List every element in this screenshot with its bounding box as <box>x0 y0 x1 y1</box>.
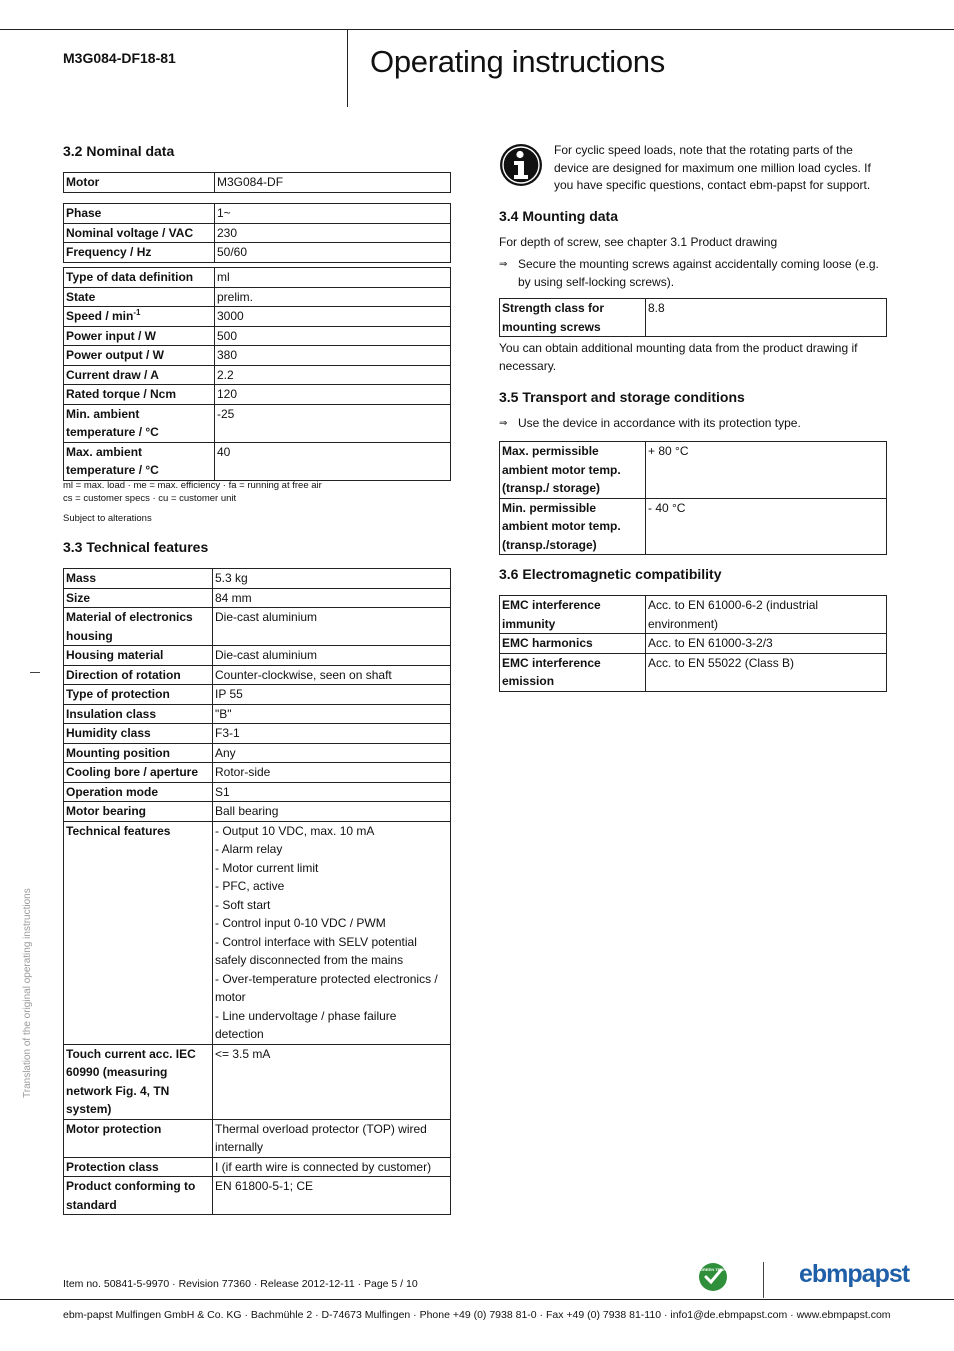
cell-value: Acc. to EN 61000-6-2 (industrial environment) <box>646 596 887 634</box>
speed-label: Speed / min <box>66 309 134 323</box>
cell-key: Power output / W <box>64 346 215 366</box>
feature-item: - Over-temperature protected electronics / motor <box>215 971 438 1004</box>
table-row <box>64 1177 451 1215</box>
transport-bullet <box>499 415 887 433</box>
cell-key: Type of protection <box>64 685 213 705</box>
table-row <box>64 1044 451 1119</box>
table-row <box>500 596 887 634</box>
cell-key: Technical features <box>64 821 213 1044</box>
table-row <box>64 223 451 243</box>
table-row <box>500 498 887 555</box>
table-row <box>64 743 451 763</box>
cell-key: Material of electronics housing <box>64 608 213 646</box>
cell-value: 50/60 <box>215 243 451 263</box>
transport-table <box>499 441 887 555</box>
cell-key: Cooling bore / aperture <box>64 763 213 783</box>
footer-rule <box>0 1299 954 1300</box>
table-row <box>64 243 451 263</box>
cell-key: Current draw / A <box>64 365 215 385</box>
cell-value: IP 55 <box>213 685 451 705</box>
table-row <box>64 802 451 822</box>
cell-key: Insulation class <box>64 704 213 724</box>
feature-item: - Line undervoltage / phase failure detection <box>215 1008 397 1041</box>
cell-key: Frequency / Hz <box>64 243 215 263</box>
ebmpapst-logo <box>799 1260 909 1289</box>
table-row <box>64 268 451 288</box>
green-tech-badge <box>698 1262 728 1292</box>
table-row <box>64 821 451 1044</box>
feature-item: - Soft start <box>215 897 271 912</box>
cell-key: Humidity class <box>64 724 213 744</box>
cell-value: 5.3 kg <box>213 569 451 589</box>
cell-value: Ball bearing <box>213 802 451 822</box>
cell-key: State <box>64 287 215 307</box>
cell-key: Min. permissible ambient motor temp. (transp./storage) <box>500 498 646 555</box>
logo-ebm: ebm <box>799 1260 848 1288</box>
cell-key: Max. ambient temperature / °C <box>64 442 215 480</box>
cell-value: 2.2 <box>215 365 451 385</box>
table-row <box>64 569 451 589</box>
cell-key: Motor protection <box>64 1119 213 1157</box>
company-info: ebm-papst Mulfingen GmbH & Co. KG · Bachmühle 2 · D-74673 Mulfingen · Phone +49 (0) 7938 81-0 · Fax +49 (0) 7938 81-110 · info1@de.ebmpapst.com · www.ebmpapst.com <box>63 1309 891 1321</box>
arrow-right-icon: ⇒ <box>499 259 508 270</box>
features-list <box>213 821 451 1044</box>
table-row <box>64 442 451 480</box>
electrical-table <box>63 203 451 263</box>
table-row <box>64 685 451 705</box>
table-row <box>500 299 887 337</box>
emc-heading: 3.6 Electromagnetic compatibility <box>499 566 722 582</box>
table-row <box>500 653 887 691</box>
model-number: M3G084-DF18-81 <box>63 50 176 66</box>
cell-value: F3-1 <box>213 724 451 744</box>
page-title: Operating instructions <box>370 44 665 79</box>
cell-value: Die-cast aluminium <box>213 646 451 666</box>
cell-key: Min. ambient temperature / °C <box>64 404 215 442</box>
header-divider <box>347 29 348 107</box>
cell-value: ml <box>215 268 451 288</box>
table-row <box>64 646 451 666</box>
cell-value: I (if earth wire is connected by customer) <box>213 1157 451 1177</box>
nominal-heading: 3.2 Nominal data <box>63 143 175 159</box>
cell-value: Any <box>213 743 451 763</box>
table-row <box>64 763 451 783</box>
cell-value: 84 mm <box>213 588 451 608</box>
table-row <box>500 634 887 654</box>
cell-value: Acc. to EN 61000-3-2/3 <box>646 634 887 654</box>
arrow-right-icon: ⇒ <box>499 418 508 429</box>
cell-key: Nominal voltage / VAC <box>64 223 215 243</box>
mounting-after-text: You can obtain additional mounting data from the product drawing if necessary. <box>499 341 858 373</box>
feature-item: - Alarm relay <box>215 842 283 856</box>
feature-item: - Motor current limit <box>215 860 319 875</box>
feature-item: - Control interface with SELV potential safely disconnected from the mains <box>215 934 417 967</box>
item-info: Item no. 50841-5-9970 · Revision 77360 · Release 2012-12-11 · Page 5 / 10 <box>63 1278 418 1290</box>
cell-value: Rotor-side <box>213 763 451 783</box>
cell-key: EMC interference emission <box>500 653 646 691</box>
cell-key: Direction of rotation <box>64 665 213 685</box>
cell-value: S1 <box>213 782 451 802</box>
mounting-bullet <box>499 256 887 291</box>
table-row <box>64 173 451 193</box>
cell-value: <= 3.5 mA <box>213 1044 451 1119</box>
margin-tick <box>30 672 40 673</box>
table-row <box>64 365 451 385</box>
cell-value: Die-cast aluminium <box>213 608 451 646</box>
cell-value: Acc. to EN 55022 (Class B) <box>646 653 887 691</box>
cell-key: Size <box>64 588 213 608</box>
cell-value: 120 <box>215 385 451 405</box>
cell-key: Mounting position <box>64 743 213 763</box>
cell-value: 380 <box>215 346 451 366</box>
table-row <box>500 442 887 499</box>
cell-key: Touch current acc. IEC 60990 (measuring network Fig. 4, TN system) <box>64 1044 213 1119</box>
mounting-intro: For depth of screw, see chapter 3.1 Product drawing <box>499 235 778 249</box>
cell-key: Mass <box>64 569 213 589</box>
table-row <box>64 724 451 744</box>
cell-value: 230 <box>215 223 451 243</box>
cell-key: Product conforming to standard <box>64 1177 213 1215</box>
cell-key: Rated torque / Ncm <box>64 385 215 405</box>
table-row <box>64 1119 451 1157</box>
cell-value: Thermal overload protector (TOP) wired internally <box>213 1119 451 1157</box>
info-note-text: For cyclic speed loads, note that the rotating parts of the device are designed for maximum one million load cycles. If you have specific questions, contact ebm-papst for support. <box>554 143 871 192</box>
transport-bullet-text: Use the device in accordance with its protection type. <box>518 416 801 430</box>
cell-value: 40 <box>215 442 451 480</box>
cell-value: 8.8 <box>646 299 887 337</box>
cell-value: EN 61800-5-1; CE <box>213 1177 451 1215</box>
table-row <box>64 287 451 307</box>
table-row <box>64 326 451 346</box>
motor-key: Motor <box>64 173 215 193</box>
cell-key: Power input / W <box>64 326 215 346</box>
header-top-rule <box>0 29 954 30</box>
subject-to-alterations: Subject to alterations <box>63 513 152 524</box>
technical-table <box>63 568 451 1215</box>
cell-value: "B" <box>213 704 451 724</box>
mounting-bullet-text: Secure the mounting screws against accidentally coming loose (e.g. by using self-locking screws). <box>518 257 879 289</box>
cell-key: Max. permissible ambient motor temp. (transp./ storage) <box>500 442 646 499</box>
table-row <box>64 588 451 608</box>
feature-item: - PFC, active <box>215 879 285 893</box>
table-row <box>64 404 451 442</box>
legend-line-2: cs = customer specs · cu = customer unit <box>63 493 237 504</box>
logo-papst: papst <box>847 1260 910 1288</box>
sidebar-translation-note: Translation of the original operating instructions <box>22 888 33 1098</box>
info-icon <box>499 143 543 187</box>
cell-value: 500 <box>215 326 451 346</box>
table-row <box>64 608 451 646</box>
cell-value: prelim. <box>215 287 451 307</box>
cell-key: Type of data definition <box>64 268 215 288</box>
table-row <box>64 307 451 327</box>
emc-table <box>499 595 887 692</box>
cell-value: 1~ <box>215 204 451 224</box>
table-row <box>64 204 451 224</box>
cell-value: 3000 <box>215 307 451 327</box>
table-row <box>64 385 451 405</box>
motor-value: M3G084-DF <box>215 173 451 193</box>
motor-table <box>63 172 451 193</box>
footer-logo-divider <box>763 1262 764 1298</box>
feature-item: - Output 10 VDC, max. 10 mA <box>215 823 375 838</box>
cell-key: EMC interference immunity <box>500 596 646 634</box>
cell-key: Housing material <box>64 646 213 666</box>
cell-key: EMC harmonics <box>500 634 646 654</box>
mounting-table <box>499 298 887 337</box>
cell-key: Strength class for mounting screws <box>500 299 646 337</box>
mounting-heading: 3.4 Mounting data <box>499 208 618 224</box>
table-row <box>64 1157 451 1177</box>
cell-value: + 80 °C <box>646 442 887 499</box>
cell-value: Counter-clockwise, seen on shaft <box>213 665 451 685</box>
cell-key <box>64 307 215 327</box>
speed-unit-exponent: -1 <box>133 308 141 317</box>
table-row <box>64 665 451 685</box>
cell-value: - 40 °C <box>646 498 887 555</box>
feature-item: - Control input 0-10 VDC / PWM <box>215 916 386 930</box>
table-row <box>64 782 451 802</box>
transport-heading: 3.5 Transport and storage conditions <box>499 389 745 405</box>
performance-table <box>63 267 451 481</box>
table-row <box>64 346 451 366</box>
technical-heading: 3.3 Technical features <box>63 539 209 555</box>
cell-key: Protection class <box>64 1157 213 1177</box>
cell-key: Operation mode <box>64 782 213 802</box>
table-row <box>64 704 451 724</box>
cell-key: Phase <box>64 204 215 224</box>
legend-line-1: ml = max. load · me = max. efficiency · fa = running at free air <box>63 480 322 491</box>
badge-label: GREEN TECH <box>699 1267 727 1272</box>
cell-value: -25 <box>215 404 451 442</box>
cell-key: Motor bearing <box>64 802 213 822</box>
